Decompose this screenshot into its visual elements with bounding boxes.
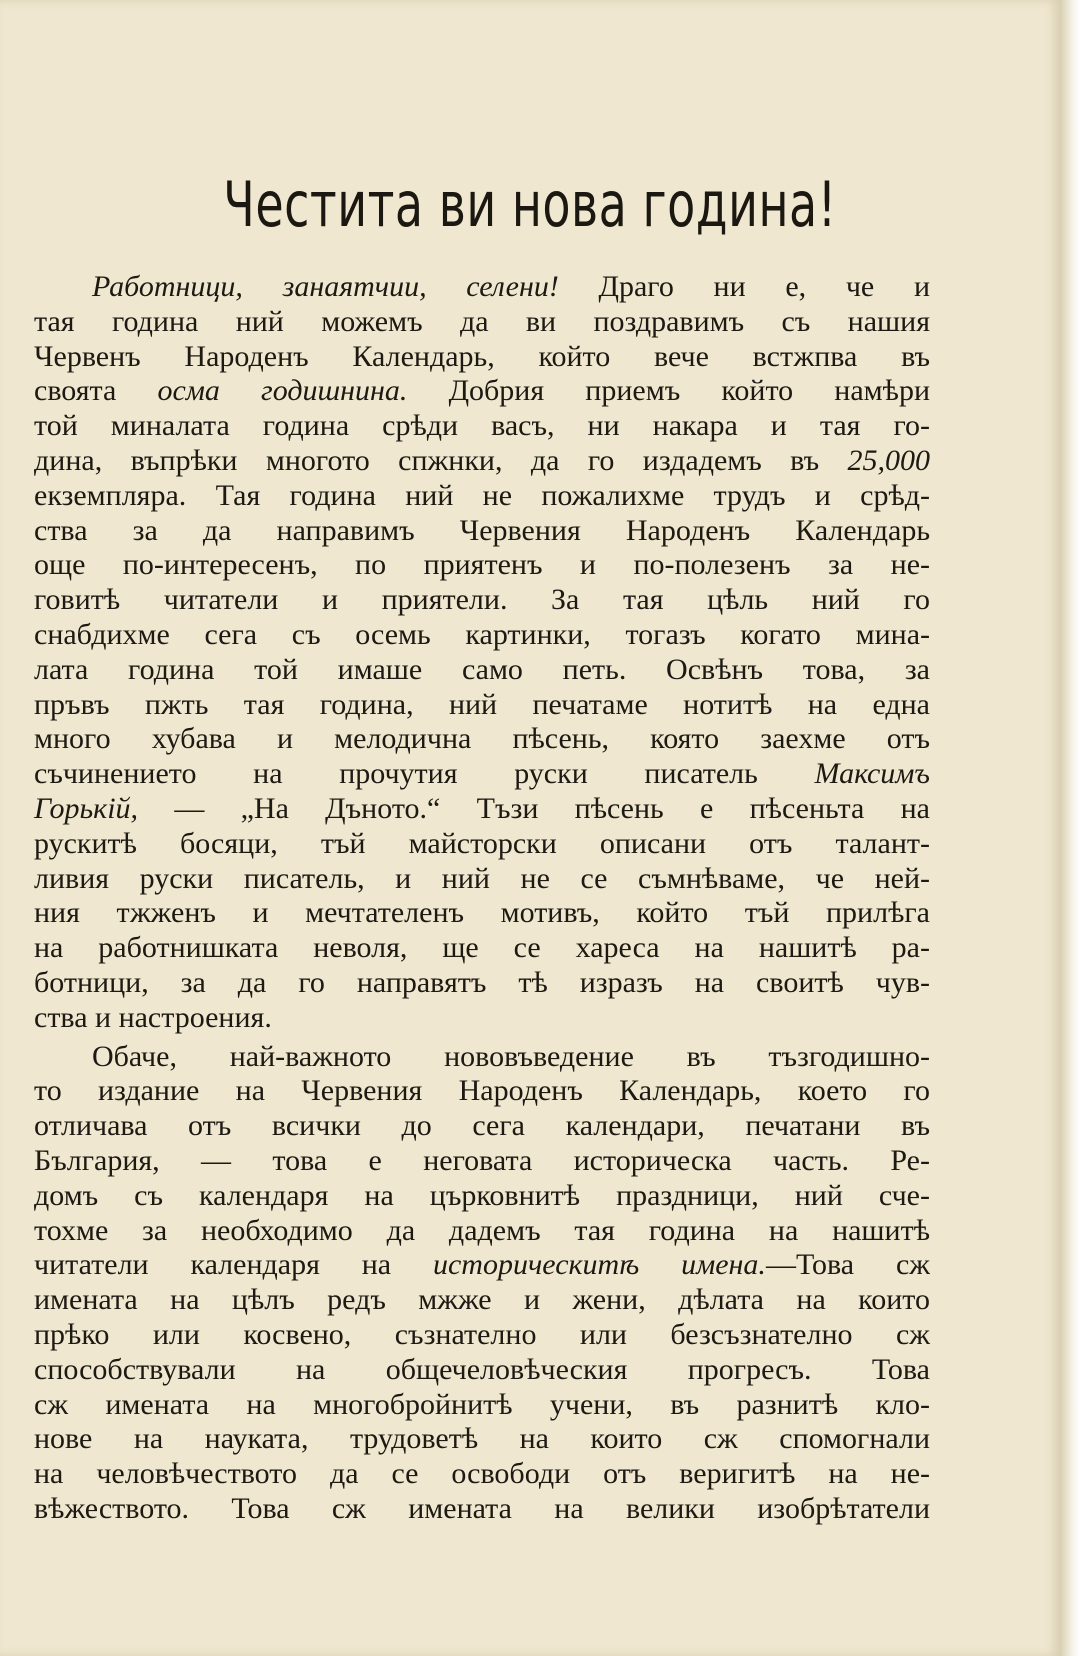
text-line	[34, 1179, 930, 1214]
text-segment: много хубава и мелодична пѣсень, която заехме отъ	[34, 722, 930, 756]
text-segment: на человѣчеството да се освободи отъ веригитѣ на не-	[34, 1457, 930, 1491]
text-line	[34, 548, 930, 583]
text-segment: Обаче, най-важното нововъведение въ тъзгодишно-	[92, 1039, 930, 1073]
text-line	[34, 340, 930, 375]
italic-phrase: Работници, занаятчии, селени!	[92, 270, 559, 303]
text-segment: Червенъ Народенъ Календарь, който вече встжпва въ	[34, 339, 930, 373]
text-line	[34, 653, 930, 688]
body-text	[34, 270, 930, 1527]
text-segment: Драго ни е, че и	[558, 270, 930, 303]
text-segment: екземпляра. Тая година ний не пожалихме трудъ и срѣд-	[34, 478, 930, 512]
text-line	[34, 583, 930, 618]
text-line	[34, 896, 930, 931]
text-segment: говитѣ читатели и приятели. За тая цѣль ний го	[34, 583, 930, 617]
text-segment: домъ съ календаря на църковнитѣ праздници, ний сче-	[34, 1178, 930, 1212]
text-line	[34, 1144, 930, 1179]
text-segment: своята	[34, 374, 158, 408]
text-line	[34, 374, 930, 409]
text-line	[34, 1248, 930, 1283]
text-segment: съчинението на прочутия руски писатель	[34, 757, 815, 791]
text-segment: на работнишката неволя, ще се хареса на нашитѣ ра-	[34, 931, 930, 965]
text-line	[34, 931, 930, 966]
text-segment: способствували на общечеловѣческия прогресъ. Това	[34, 1352, 930, 1386]
text-segment: тая година ний можемъ да ви поздравимъ съ нашия	[34, 304, 930, 338]
text-line	[34, 305, 930, 340]
text-segment: то издание на Червения Народенъ Календарь, което го	[34, 1074, 930, 1108]
text-line	[34, 1109, 930, 1144]
text-line	[34, 827, 930, 862]
text-line	[34, 1457, 930, 1492]
text-line	[34, 1283, 930, 1318]
text-segment: сж имената на многобройнитѣ учени, въ разнитѣ кло-	[34, 1387, 930, 1421]
text-segment: имената на цѣлъ редъ мжже и жени, дѣлата на които	[34, 1283, 930, 1317]
text-segment: лата година той имаше само петь. Освѣнъ това, за	[34, 652, 930, 686]
text-segment: — „На Дъното.“ Тъзи пѣсень е пѣсеньта на	[138, 791, 930, 825]
text-line	[34, 862, 930, 897]
text-line	[34, 1214, 930, 1249]
text-segment: той миналата година срѣди васъ, ни накара и тая го-	[34, 409, 930, 443]
text-line	[34, 618, 930, 653]
page-edge	[1060, 0, 1080, 1656]
text-segment: вѣжеството. Това сж имената на велики изобрѣтатели	[34, 1491, 930, 1525]
italic-phrase: Максимъ	[814, 757, 930, 791]
text-line	[34, 722, 930, 757]
text-segment: България, — това е неговата историческа часть. Ре-	[34, 1143, 930, 1177]
italic-phrase: осма годишнина.	[157, 374, 408, 408]
text-segment: Добрия приемъ който намѣри	[407, 374, 931, 408]
text-segment: ства за да направимъ Червения Народенъ Календарь	[34, 513, 930, 547]
italic-phrase: 25,000	[847, 443, 930, 477]
italic-phrase: историческитѣ имена.	[432, 1248, 766, 1282]
page-title: Честита ви нова година!	[223, 168, 837, 241]
text-line	[34, 1422, 930, 1457]
text-line	[34, 1353, 930, 1388]
italic-phrase: Горькій,	[34, 791, 139, 825]
text-line	[34, 270, 930, 305]
text-line	[34, 514, 930, 549]
text-line	[34, 1492, 930, 1527]
text-segment: читатели календаря на	[34, 1248, 433, 1282]
text-segment: пръвъ пжть тая година, ний печатаме нотитѣ на една	[34, 687, 930, 721]
text-segment: тохме за необходимо да дадемъ тая година на нашитѣ	[34, 1213, 930, 1247]
text-line	[34, 409, 930, 444]
text-line	[34, 688, 930, 723]
text-segment: нове на науката, трудоветѣ на които сж спомогнали	[34, 1422, 930, 1456]
text-line	[34, 792, 930, 827]
text-segment: прѣко или косвено, съзнателно или безсъзнателно сж	[34, 1317, 930, 1351]
text-line	[34, 1040, 930, 1075]
text-segment: —Това сж	[765, 1248, 930, 1282]
text-line	[34, 966, 930, 1001]
text-segment: ботници, за да го направятъ тѣ изразъ на своитѣ чув-	[34, 965, 930, 999]
text-segment: ливия руски писатель, и ний не се съмнѣваме, че ней-	[34, 861, 930, 895]
text-segment: още по-интересенъ, по приятенъ и по-полезенъ за не-	[34, 548, 930, 582]
text-line	[34, 1388, 930, 1423]
text-line	[34, 1074, 930, 1109]
text-segment: отличава отъ всички до сега календари, печатани въ	[34, 1109, 930, 1143]
text-segment: ния тжженъ и мечтателенъ мотивъ, който тъй прилѣга	[34, 896, 930, 930]
text-segment: ства и настроения.	[34, 1000, 272, 1034]
text-line	[34, 444, 930, 479]
text-segment: рускитѣ босяци, тъй майсторски описани отъ талант-	[34, 826, 930, 860]
text-line	[34, 757, 930, 792]
text-line	[34, 1318, 930, 1353]
text-segment: дина, въпрѣки многото спжнки, да го издадемъ въ	[34, 443, 848, 477]
text-line	[34, 1001, 930, 1036]
text-line	[34, 479, 930, 514]
text-segment: снабдихме сега съ осемь картинки, тогазъ когато мина-	[34, 617, 930, 651]
